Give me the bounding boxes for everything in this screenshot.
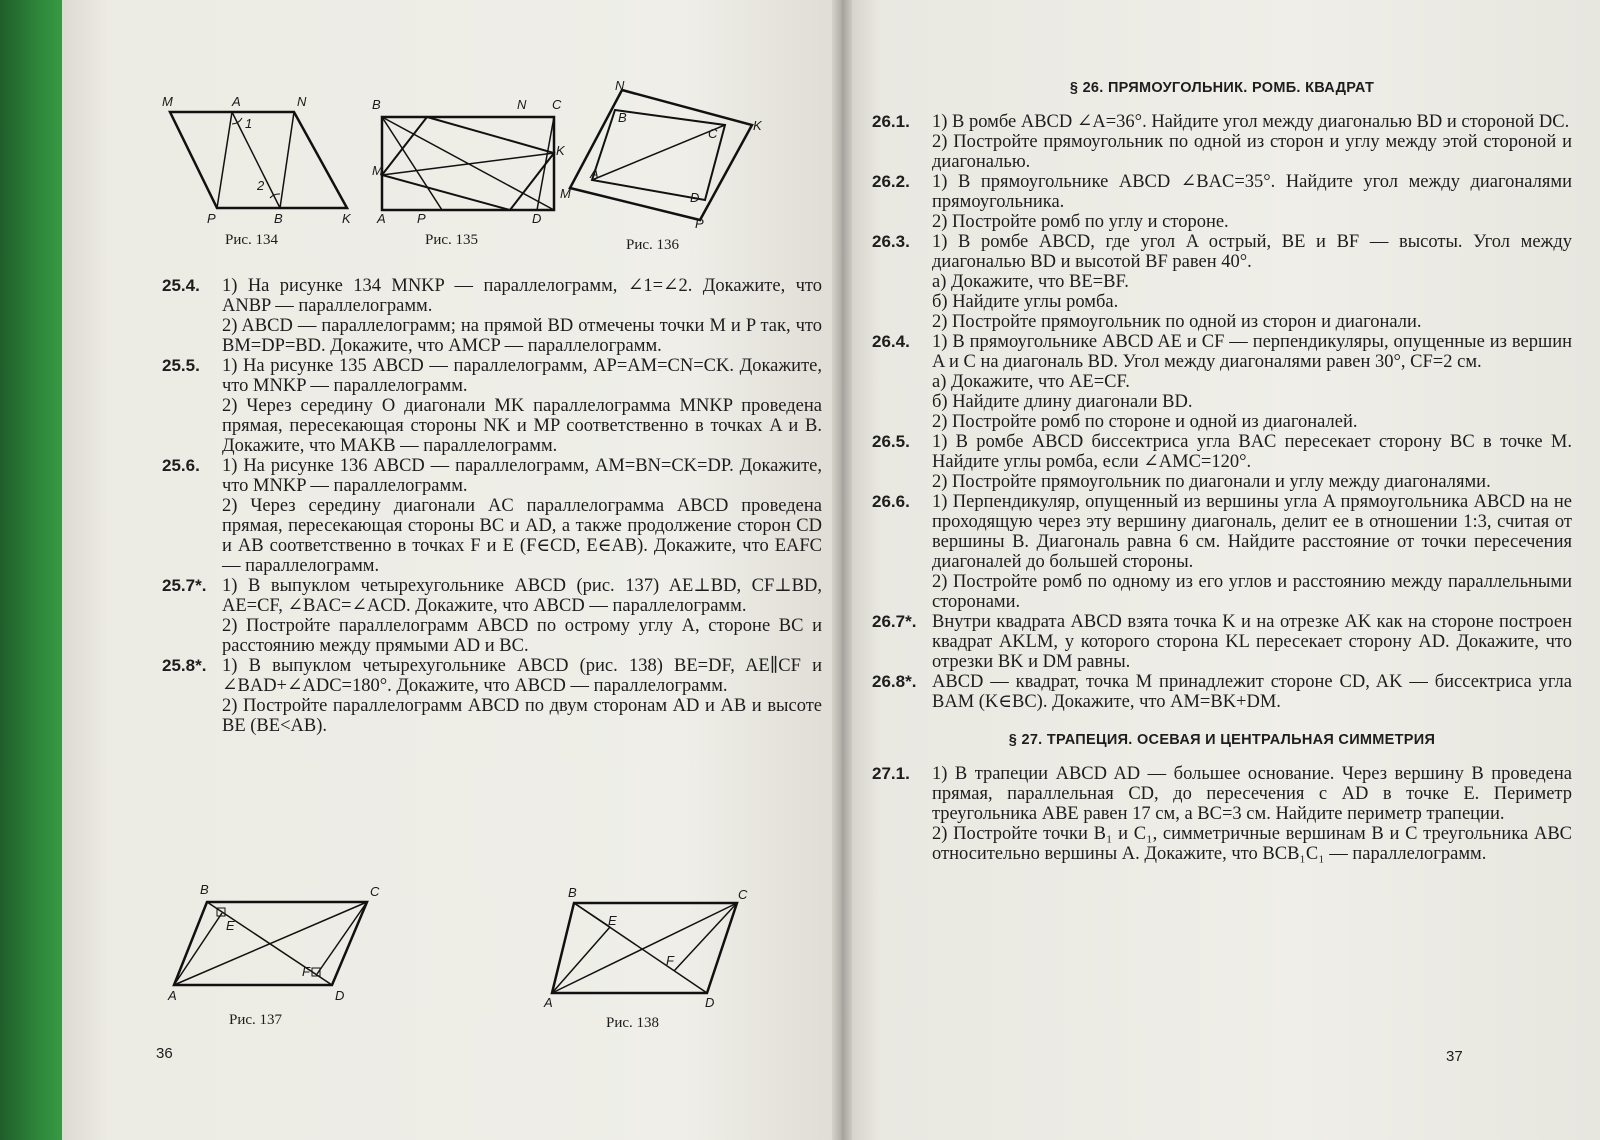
problem-part: 2) Постройте ромб по одному из его углов и расстоянию между параллельными сторонами. xyxy=(932,572,1572,612)
figure-135-caption: Рис. 135 xyxy=(425,232,479,248)
problem-part: 2) Постройте параллелограмм ABCD по острому углу A, стороне BC и расстоянию между прямыми AD и BC. xyxy=(222,616,822,656)
svg-text:A: A xyxy=(168,988,177,1003)
problem-part: 1) В выпуклом четырехугольнике ABCD (рис. 138) BE=DF, AE∥CF и ∠BAD+∠ADC=180°. Докажите, что ABCD — параллелограмм. xyxy=(222,656,822,696)
section-27-heading: § 27. ТРАПЕЦИЯ. ОСЕВАЯ И ЦЕНТРАЛЬНАЯ СИММЕТРИЯ xyxy=(1008,732,1436,748)
problem-number: 26.6. xyxy=(872,492,910,511)
svg-text:A: A xyxy=(377,211,386,226)
problem-part: 2) Постройте точки B₁ и C₁, симметричные вершинам B и C треугольника ABC относительно вершины A. Докажите, что BCB₁C₁ — параллелограмм. xyxy=(932,824,1572,864)
problem-part: 2) Через середину диагонали AC параллелограмма ABCD проведена прямая, пересекающая стороны BC и AD, а также продолжение сторон CD и AB соответственно в точках F и E (F∈CD, E∈AB). Докажите, что EAFC — параллелограмм. xyxy=(222,496,822,576)
svg-text:A: A xyxy=(232,94,241,109)
svg-text:D: D xyxy=(335,988,345,1003)
svg-text:P: P xyxy=(695,216,704,231)
svg-text:B: B xyxy=(372,97,381,112)
svg-text:F: F xyxy=(302,964,310,979)
problem-part: 1) На рисунке 135 ABCD — параллелограмм, AP=AM=CN=CK. Докажите, что MNKP — параллелограмм. xyxy=(222,356,822,396)
right-problems xyxy=(872,78,1572,864)
book-cover-edge xyxy=(0,0,70,1140)
svg-text:K: K xyxy=(342,211,351,226)
figure-136 xyxy=(560,80,760,230)
problem-part: б) Найдите углы ромба. xyxy=(932,292,1119,312)
problem-number: 25.7*. xyxy=(162,576,207,595)
svg-text:B: B xyxy=(618,110,627,125)
problem-part: 2) Постройте параллелограмм ABCD по двум сторонам AD и AB и высоте BE (BE<AB). xyxy=(222,696,822,736)
problem-part: 1) В ромбе ABCD ∠A=36°. Найдите угол между диагональю BD и стороной DC. xyxy=(932,112,1570,132)
problem-26-6 xyxy=(872,492,1572,612)
book-gutter xyxy=(832,0,852,1140)
svg-text:M: M xyxy=(372,163,383,178)
problem-part: 2) ABCD — параллелограмм; на прямой BD отмечены точки M и P так, что BM=DP=BD. Докажите, что AMCP — параллелограмм. xyxy=(222,316,822,356)
svg-text:D: D xyxy=(532,211,542,226)
problem-part: 1) В ромбе ABCD биссектриса угла BAC пересекает сторону BC в точке M. Найдите углы ромба, если ∠AMC=120°. xyxy=(932,432,1572,472)
problem-26-7 xyxy=(872,612,1572,672)
svg-text:1: 1 xyxy=(245,116,253,131)
problem-number: 25.8*. xyxy=(162,656,207,675)
svg-text:C: C xyxy=(738,887,748,902)
figure-134-caption: Рис. 134 xyxy=(225,232,279,248)
problem-26-1 xyxy=(872,112,1572,172)
figure-138 xyxy=(542,885,762,1010)
problem-number: 27.1. xyxy=(872,764,910,783)
problem-number: 26.2. xyxy=(872,172,910,191)
problem-part: 2) Постройте прямоугольник по диагонали и углу между диагоналями. xyxy=(932,472,1491,492)
problem-number: 26.1. xyxy=(872,112,910,131)
problem-part: 1) В выпуклом четырехугольнике ABCD (рис. 137) AE⊥BD, CF⊥BD, AE=CF, ∠BAC=∠ACD. Докажите, что ABCD — параллелограмм. xyxy=(222,576,822,616)
problem-part: 1) В трапеции ABCD AD — большее основание. Через вершину B проведена прямая, параллельная CD, до пересечения с AD в точке E. Периметр треугольника ABE равен 17 см, а BC=3 см. Найдите периметр трапеции. xyxy=(932,764,1572,824)
problem-number: 26.4. xyxy=(872,332,910,351)
section-26-heading: § 26. ПРЯМОУГОЛЬНИК. РОМБ. КВАДРАТ xyxy=(1069,80,1375,96)
problem-part: 2) Через середину O диагонали MK параллелограмма MNKP проведена прямая, пересекающая стороны NK и MP соответственно в точках A и B. Докажите, что MAKB — параллелограмм. xyxy=(222,396,822,456)
svg-text:D: D xyxy=(690,190,700,205)
problem-27-1 xyxy=(872,764,1572,864)
svg-text:D: D xyxy=(705,995,715,1010)
svg-text:B: B xyxy=(200,882,209,897)
problem-part: ABCD — квадрат, точка M принадлежит стороне CD, AK — биссектриса угла BAM (K∈BC). Докажите, что AM=BK+DM. xyxy=(932,672,1572,712)
svg-text:M: M xyxy=(162,94,173,109)
problem-number: 25.4. xyxy=(162,276,200,295)
problem-part: 2) Постройте прямоугольник по одной из сторон и диагонали. xyxy=(932,312,1422,332)
problem-number: 25.6. xyxy=(162,456,200,475)
problem-number: 26.5. xyxy=(872,432,910,451)
svg-text:2: 2 xyxy=(257,178,265,193)
svg-text:A: A xyxy=(590,166,599,181)
problem-part: 2) Постройте ромб по углу и стороне. xyxy=(932,212,1229,232)
svg-text:P: P xyxy=(207,211,216,226)
page-number-right: 37 xyxy=(1446,1048,1463,1065)
problem-number: 25.5. xyxy=(162,356,200,375)
problem-26-5 xyxy=(872,432,1572,492)
problem-part: а) Докажите, что BE=BF. xyxy=(932,272,1129,292)
problem-25-6 xyxy=(162,456,822,576)
svg-text:N: N xyxy=(615,78,625,93)
svg-text:N: N xyxy=(297,94,307,109)
problem-part: 1) В прямоугольнике ABCD AE и CF — перпендикуляры, опущенные из вершин A и C на диагональ BD. Угол между диагоналями равен 30°, CF=2 см. xyxy=(932,332,1572,372)
svg-text:C: C xyxy=(708,126,718,141)
svg-text:K: K xyxy=(556,143,565,158)
problem-part: 1) В ромбе ABCD, где угол A острый, BE и BF — высоты. Угол между диагональю BD и высотой BF равен 40°. xyxy=(932,232,1572,272)
problem-26-2 xyxy=(872,172,1572,232)
problem-number: 26.7*. xyxy=(872,612,917,631)
problem-part: 1) На рисунке 136 ABCD — параллелограмм, AM=BN=CK=DP. Докажите, что MNKP — параллелограмм. xyxy=(222,456,822,496)
problem-25-5 xyxy=(162,356,822,456)
svg-text:K: K xyxy=(753,118,762,133)
right-page xyxy=(842,0,1600,1140)
svg-text:E: E xyxy=(226,918,235,933)
problem-25-7 xyxy=(162,576,822,656)
problem-part: 2) Постройте прямоугольник по одной из сторон и углу между этой стороной и диагональю. xyxy=(932,132,1572,172)
problem-part: б) Найдите длину диагонали BD. xyxy=(932,392,1193,412)
svg-text:A: A xyxy=(544,995,553,1010)
problem-26-4 xyxy=(872,332,1572,432)
figure-134 xyxy=(162,90,362,225)
problem-25-8 xyxy=(162,656,822,736)
svg-text:N: N xyxy=(517,97,527,112)
figure-137-caption: Рис. 137 xyxy=(229,1012,283,1028)
left-page xyxy=(62,0,842,1140)
svg-text:B: B xyxy=(568,885,577,900)
svg-text:E: E xyxy=(608,913,617,928)
left-problems xyxy=(162,276,822,736)
svg-text:M: M xyxy=(560,186,571,201)
problem-part: 1) Перпендикуляр, опущенный из вершины угла A прямоугольника ABCD на не проходящую через эту вершину диагональ, делит ее в отношении 1:3, считая от вершины B. Диагональ равна 6 см. Найдите расстояние от точки пересечения диагоналей до большей стороны. xyxy=(932,492,1572,572)
problem-part: Внутри квадрата ABCD взята точка K и на отрезке AK как на стороне построен квадрат AKLM, у которого сторона KL пересекает сторону AD. Докажите, что отрезки BK и DM равны. xyxy=(932,612,1572,672)
problem-number: 26.8*. xyxy=(872,672,917,691)
problem-26-8 xyxy=(872,672,1572,712)
problem-number: 26.3. xyxy=(872,232,910,251)
figure-136-caption: Рис. 136 xyxy=(626,237,680,253)
svg-text:B: B xyxy=(274,211,283,226)
problem-part: а) Докажите, что AE=CF. xyxy=(932,372,1130,392)
problem-part: 1) В прямоугольнике ABCD ∠BAC=35°. Найдите угол между диагоналями прямоугольника. xyxy=(932,172,1572,212)
figure-138-caption: Рис. 138 xyxy=(606,1015,660,1031)
svg-text:F: F xyxy=(666,953,674,968)
svg-text:P: P xyxy=(417,211,426,226)
problem-25-4 xyxy=(162,276,822,356)
svg-text:C: C xyxy=(370,884,380,899)
svg-text:C: C xyxy=(552,97,562,112)
figure-135 xyxy=(372,95,565,226)
page-number-left: 36 xyxy=(156,1045,173,1062)
problem-part: 2) Постройте ромб по стороне и одной из диагоналей. xyxy=(932,412,1358,432)
problem-part: 1) На рисунке 134 MNKP — параллелограмм, ∠1=∠2. Докажите, что ANBP — параллелограмм. xyxy=(222,276,822,316)
figure-137 xyxy=(162,880,392,1005)
problem-26-3 xyxy=(872,232,1572,332)
